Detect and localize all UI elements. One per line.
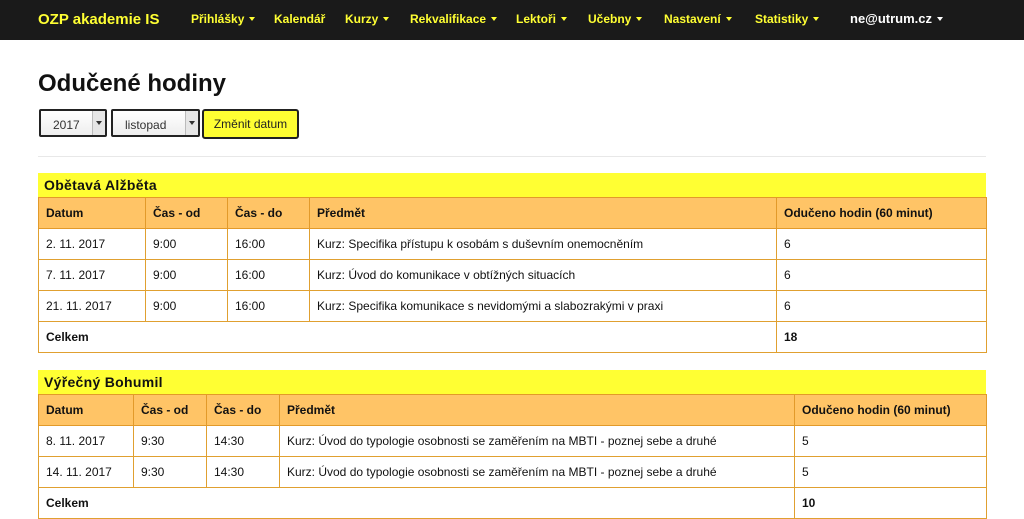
select-arrow-icon (92, 111, 105, 135)
nav-statistiky[interactable] (755, 12, 819, 26)
year-select-value: 2017 (53, 118, 80, 132)
select-arrow-icon (185, 111, 198, 135)
hours-table (38, 394, 987, 519)
total-row (39, 322, 987, 353)
nav-label: Kalendář (274, 12, 326, 26)
nav-ucebny[interactable] (588, 12, 642, 26)
navbar (0, 0, 1024, 40)
hours-table (38, 197, 987, 353)
cell-time-from: 9:00 (146, 229, 228, 260)
table-row (39, 426, 987, 457)
cell-date: 14. 11. 2017 (39, 457, 134, 488)
chevron-down-icon (726, 17, 732, 21)
cell-date: 2. 11. 2017 (39, 229, 146, 260)
cell-subject: Kurz: Úvod do typologie osobnosti se zaměřením na MBTI - poznej sebe a druhé (280, 457, 795, 488)
cell-time-to: 14:30 (207, 426, 280, 457)
col-header-date: Datum (39, 198, 146, 229)
col-header-time-to: Čas - do (207, 395, 280, 426)
year-select[interactable] (39, 109, 107, 137)
cell-hours: 6 (777, 260, 987, 291)
chevron-down-icon (937, 17, 943, 21)
change-date-button[interactable]: Změnit datum (202, 109, 299, 139)
cell-time-to: 16:00 (228, 260, 310, 291)
chevron-down-icon (383, 17, 389, 21)
col-header-subject: Předmět (310, 198, 777, 229)
nav-prihlasky[interactable] (191, 12, 255, 26)
total-label: Celkem (39, 488, 795, 519)
page-title: Odučené hodiny (38, 70, 227, 97)
nav-label: Kurzy (345, 12, 379, 26)
col-header-subject: Předmět (280, 395, 795, 426)
chevron-down-icon (636, 17, 642, 21)
nav-kurzy[interactable] (345, 12, 389, 26)
col-header-time-to: Čas - do (228, 198, 310, 229)
col-header-hours: Odučeno hodin (60 minut) (777, 198, 987, 229)
lecturer-name: Výřečný Bohumil (38, 370, 986, 394)
nav-label: Rekvalifikace (410, 12, 487, 26)
nav-label: Lektoři (516, 12, 557, 26)
cell-subject: Kurz: Úvod do komunikace v obtížných situacích (310, 260, 777, 291)
nav-nastaveni[interactable] (664, 12, 732, 26)
nav-rekvalifikace[interactable] (410, 12, 497, 26)
month-select[interactable] (111, 109, 200, 137)
cell-time-to: 14:30 (207, 457, 280, 488)
nav-label: Přihlášky (191, 12, 245, 26)
chevron-down-icon (491, 17, 497, 21)
nav-kalendar[interactable] (274, 12, 325, 26)
col-header-hours: Odučeno hodin (60 minut) (795, 395, 987, 426)
total-hours: 10 (795, 488, 987, 519)
table-row (39, 291, 987, 322)
cell-hours: 5 (795, 457, 987, 488)
table-header-row (39, 395, 987, 426)
brand-link[interactable]: OZP akademie IS (38, 11, 160, 28)
month-select-value: listopad (125, 118, 167, 132)
cell-time-from: 9:30 (134, 426, 207, 457)
col-header-time-from: Čas - od (134, 395, 207, 426)
col-header-time-from: Čas - od (146, 198, 228, 229)
nav-label: Statistiky (755, 12, 809, 26)
chevron-down-icon (561, 17, 567, 21)
table-row (39, 260, 987, 291)
table-row (39, 457, 987, 488)
chevron-down-icon (813, 17, 819, 21)
user-menu[interactable] (850, 11, 943, 26)
nav-label: Nastavení (664, 12, 721, 26)
lecturer-section (38, 173, 986, 353)
total-row (39, 488, 987, 519)
nav-lektori[interactable] (516, 12, 567, 26)
nav-label: Učebny (588, 12, 632, 26)
cell-subject: Kurz: Specifika přístupu k osobám s duševním onemocněním (310, 229, 777, 260)
chevron-down-icon (249, 17, 255, 21)
cell-time-from: 9:00 (146, 291, 228, 322)
user-email: ne@utrum.cz (850, 11, 933, 26)
cell-time-to: 16:00 (228, 291, 310, 322)
total-label: Celkem (39, 322, 777, 353)
table-row (39, 229, 987, 260)
cell-date: 8. 11. 2017 (39, 426, 134, 457)
cell-date: 7. 11. 2017 (39, 260, 146, 291)
cell-hours: 6 (777, 291, 987, 322)
col-header-date: Datum (39, 395, 134, 426)
cell-date: 21. 11. 2017 (39, 291, 146, 322)
cell-hours: 6 (777, 229, 987, 260)
cell-subject: Kurz: Úvod do typologie osobnosti se zaměřením na MBTI - poznej sebe a druhé (280, 426, 795, 457)
lecturer-section (38, 370, 986, 519)
cell-time-to: 16:00 (228, 229, 310, 260)
table-header-row (39, 198, 987, 229)
cell-time-from: 9:00 (146, 260, 228, 291)
lecturer-name: Obětavá Alžběta (38, 173, 986, 197)
total-hours: 18 (777, 322, 987, 353)
cell-time-from: 9:30 (134, 457, 207, 488)
divider (38, 156, 986, 157)
cell-hours: 5 (795, 426, 987, 457)
cell-subject: Kurz: Specifika komunikace s nevidomými a slabozrakými v praxi (310, 291, 777, 322)
